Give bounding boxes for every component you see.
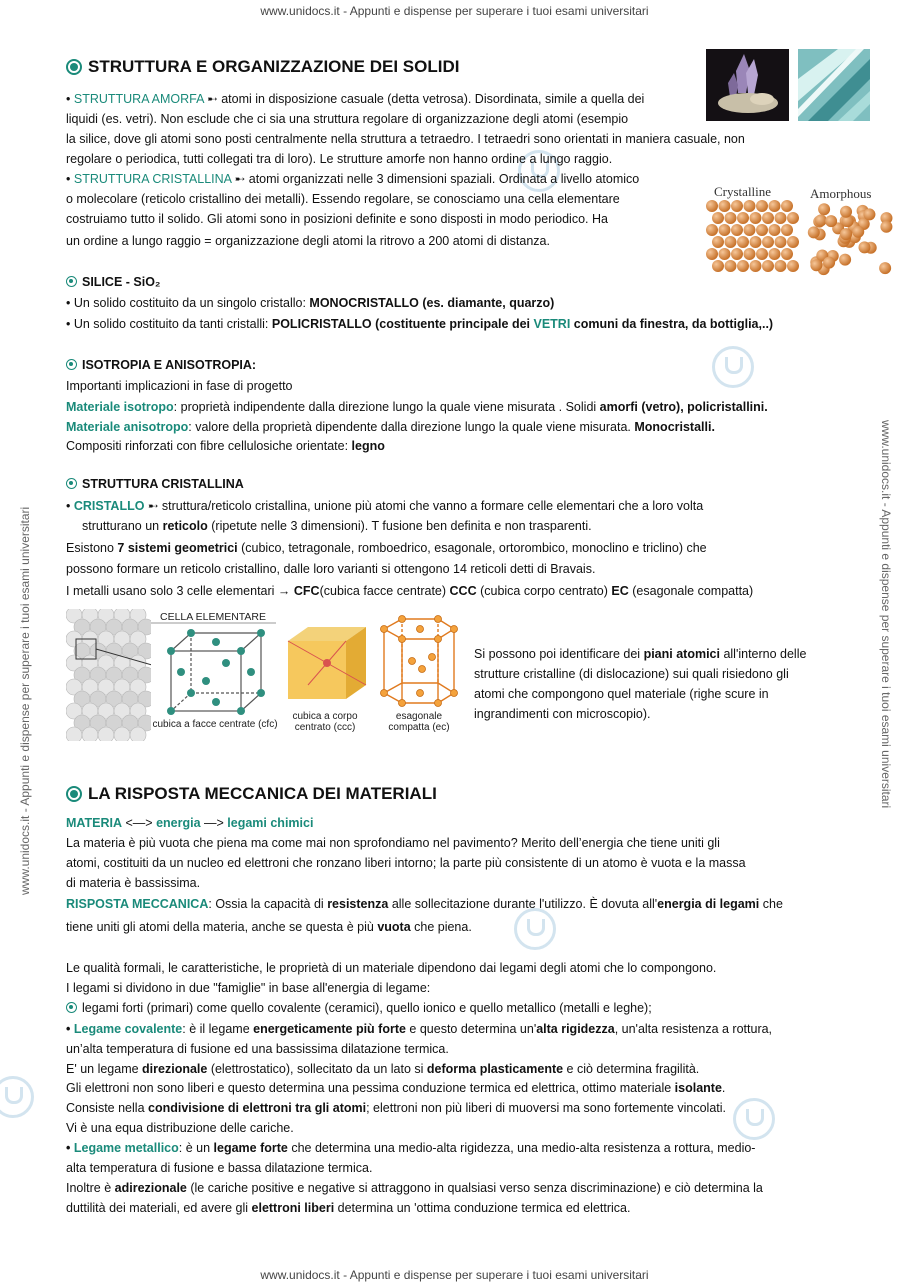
struttura-cristallina-heading: STRUTTURA CRISTALLINA (66, 477, 244, 491)
amorfa-line-2: liquidi (es. vetri). Non esclude che ci sia una struttura regolare di organizzazione degli atomi (esempio (66, 112, 629, 126)
atom-sphere (756, 200, 768, 212)
covalente-line-6: Vi è una equa distribuzione delle cariche. (66, 1121, 294, 1135)
atom-sphere (756, 224, 768, 236)
covalente-line-4: Gli elettroni non sono liberi e questo determina una pessima conduzione termica ed elettrica, ottimo materiale isolante. (66, 1081, 726, 1095)
circle-bullet-icon (66, 786, 82, 802)
covalente-line-1: • Legame covalente: è il legame energeticamente più forte e questo determina un'alta rigidezza, un'alta resistenza a rottura, (66, 1022, 773, 1036)
covalente-line-3: E' un legame direzionale (elettrostatico), sollecitato da un lato si deforma plasticamente e ciò determina fragilità. (66, 1062, 700, 1076)
atom-sphere (823, 257, 835, 269)
atom-sphere (818, 203, 830, 215)
fig-label-ccc: cubica a corpo centrato (ccc) (292, 711, 358, 733)
atom-sphere (744, 224, 756, 236)
atom-sphere (769, 248, 781, 260)
isotropia-line-1: Importanti implicazioni in fase di progetto (66, 379, 293, 393)
cristallo-line-1: • CRISTALLO ➸ struttura/reticolo cristallina, unione più atomi che vanno a formare celle elementari che a loro volta (66, 499, 704, 513)
section-title-risposta: LA RISPOSTA MECCANICA DEI MATERIALI (66, 784, 437, 804)
watermark-logo-icon (712, 346, 754, 388)
atom-sphere (775, 236, 787, 248)
circle-bullet-icon (66, 59, 82, 75)
unit-cells-figure (66, 609, 466, 741)
atom-sphere (769, 200, 781, 212)
amorfa-line-4: regolare o periodica, tutti collegati tra di loro). Le strutture amorfe non hanno ordine a lungo raggio. (66, 152, 613, 166)
materia-p-line-2: atomi, costituiti da un nucleo ed elettroni che ronzano liberi intorno; la parte più consistente di un atomo è vuota e la massa (66, 856, 746, 870)
atom-sphere (781, 224, 793, 236)
atom-sphere (725, 260, 737, 272)
atom-sphere (852, 226, 864, 238)
materia-line: MATERIA <—> energia —> legami chimici (66, 816, 314, 830)
atom-sphere (744, 248, 756, 260)
atom-sphere (863, 208, 875, 220)
atom-sphere (880, 221, 892, 233)
circle-bullet-icon (66, 1002, 77, 1013)
grey-sphere (66, 727, 82, 741)
glass-photo (798, 49, 870, 121)
circle-bullet-icon (66, 359, 77, 370)
metallico-line-4: duttilità dei materiali, ed avere gli elettroni liberi determina un 'ottima conduzione termica ed elettrica. (66, 1201, 631, 1215)
arrow-icon: ➸ (207, 92, 218, 106)
atom-sphere (781, 200, 793, 212)
atom-sphere (787, 260, 799, 272)
atom-sphere (775, 212, 787, 224)
atom-sphere (787, 212, 799, 224)
risposta-line-1: RISPOSTA MECCANICA: Ossia la capacità di resistenza alle sollecitazione durante l'utilizzo. È dovuta all'energia di legami che (66, 897, 783, 911)
silice-heading: SILICE - SiO₂ (66, 275, 160, 289)
amorfa-line-3: la silice, dove gli atomi sono posti centralmente nella struttura a tetraedro. I tetraedri sono orientati in maniera casuale, non (66, 132, 745, 146)
atom-sphere (810, 259, 822, 271)
atom-sphere (781, 248, 793, 260)
atom-sphere (725, 212, 737, 224)
atom-sphere (731, 224, 743, 236)
atom-sphere (706, 200, 718, 212)
atom-sphere (706, 224, 718, 236)
atom-sphere (815, 214, 827, 226)
risposta-line-2: tiene uniti gli atomi della materia, anche se questa è più vuota che piena. (66, 920, 472, 934)
atom-sphere (719, 248, 731, 260)
atom-sphere (750, 260, 762, 272)
watermark-top: www.unidocs.it - Appunti e dispense per superare i tuoi esami universitari (260, 4, 649, 18)
circle-bullet-icon (66, 276, 77, 287)
atom-sphere (725, 236, 737, 248)
piani-line-4: ingrandimenti con microscopio). (474, 707, 651, 721)
piani-line-2: strutture cristalline (di dislocazione) sui quali risiedono gli (474, 667, 789, 681)
isotropia-heading: ISOTROPIA E ANISOTROPIA: (66, 358, 256, 372)
atom-sphere (825, 215, 837, 227)
watermark-logo-icon (733, 1098, 775, 1140)
atom-sphere (712, 236, 724, 248)
atom-sphere (712, 260, 724, 272)
sistemi-line-2: possono formare un reticolo cristallino, dalle loro varianti si ottengono 14 reticoli detti di Bravais. (66, 562, 596, 576)
circle-bullet-icon (66, 478, 77, 489)
atom-sphere (756, 248, 768, 260)
atom-sphere (879, 262, 891, 274)
fig-label-cella: CELLA ELEMENTARE (160, 611, 267, 623)
atom-sphere (719, 200, 731, 212)
arrow-icon: ➸ (234, 172, 246, 186)
grey-sphere (82, 727, 98, 741)
isotropo-line: Materiale isotropo: proprietà indipendente dalla direzione lungo la quale viene misurata . Solidi amorfi (vetro), policristallini. (66, 400, 768, 414)
piani-line-1: Si possono poi identificare dei piani atomici all'interno delle (474, 647, 807, 661)
amorfa-line-1: • STRUTTURA AMORFA ➸ atomi in disposizione casuale (detta vetrosa). Disordinata, simile a quella dei (66, 92, 645, 106)
atom-sphere (839, 254, 851, 266)
atom-sphere (808, 226, 820, 238)
arrow-icon: ➸ (147, 499, 159, 513)
section-title-solidi: STRUTTURA E ORGANIZZAZIONE DEI SOLIDI (66, 57, 459, 77)
grey-sphere (114, 727, 130, 741)
cristallina-line-3: costruiamo tutto il solido. Gli atomi sono in posizioni definite e sono disposti in modo periodico. Ha (66, 212, 608, 226)
atom-sphere (769, 224, 781, 236)
atom-sphere (787, 236, 799, 248)
fig-label-amorphous: Amorphous (810, 186, 872, 201)
atom-sphere (858, 241, 870, 253)
silice-bullet-1: • Un solido costituito da un singolo cristallo: MONOCRISTALLO (es. diamante, quarzo) (66, 296, 555, 310)
fig-label-crystalline: Crystalline (714, 184, 772, 199)
fig-label-cfc: cubica a facce centrate (cfc) (152, 719, 278, 730)
metallico-line-2: alta temperatura di fusione e bassa dilatazione termica. (66, 1161, 373, 1175)
atom-sphere (744, 200, 756, 212)
atom-sphere (775, 260, 787, 272)
materia-p-line-1: La materia è più vuota che piena ma come mai non sprofondiamo nel pavimento? Merito dell’energia che tiene uniti gli (66, 836, 720, 850)
atom-sphere (719, 224, 731, 236)
watermark-logo-icon (0, 1076, 34, 1118)
watermark-bottom: www.unidocs.it - Appunti e dispense per superare i tuoi esami universitari (260, 1268, 649, 1282)
watermark-right: www.unidocs.it - Appunti e dispense per superare i tuoi esami universitari (879, 420, 893, 809)
atom-sphere (762, 212, 774, 224)
cristallina-line-4: un ordine a lungo raggio = organizzazione degli atomi la ritrovo a 200 atomi di distanza. (66, 234, 550, 248)
atom-sphere (731, 200, 743, 212)
crystalline-amorphous-figure (700, 198, 896, 276)
metallico-line-3: Inoltre è adirezionale (le cariche positive e negative si attraggono in qualsiasi verso senza discriminazione) e ciò determina la (66, 1181, 763, 1195)
atom-sphere (706, 248, 718, 260)
grey-sphere (130, 727, 146, 741)
watermark-left: www.unidocs.it - Appunti e dispense per superare i tuoi esami universitari (18, 506, 32, 895)
covalente-line-2: un’alta temperatura di fusione ed una bassissima dilatazione termica. (66, 1042, 449, 1056)
covalente-line-5: Consiste nella condivisione di elettroni tra gli atomi; elettroni non più liberi di muoversi ma sono fortemente vincolati. (66, 1101, 726, 1115)
celle-line: I metalli usano solo 3 celle elementari → CFC(cubica facce centrate) CCC (cubica corpo centrato) EC (esagonale compatta) (66, 584, 754, 598)
atom-sphere (840, 228, 852, 240)
atom-sphere (750, 236, 762, 248)
atom-sphere (840, 206, 852, 218)
famiglie-line: I legami si dividono in due "famiglie" in base all'energia di legame: (66, 981, 431, 995)
crystal-photo (706, 49, 789, 121)
qualita-line: Le qualità formali, le caratteristiche, le proprietà di un materiale dipendono dai legami degli atomi che lo compongono. (66, 961, 717, 975)
atom-sphere (712, 212, 724, 224)
silice-bullet-2: • Un solido costituito da tanti cristalli: POLICRISTALLO (costituente principale dei VETRI comuni da finestra, da bottiglia,..) (66, 317, 774, 331)
cristallina-line-2: o molecolare (reticolo cristallino dei metalli). Essendo regolare, se conosciamo una cella elementare (66, 192, 620, 206)
grey-sphere (98, 727, 114, 741)
piani-line-3: atomi che compongono quel materiale (righe scure in (474, 687, 769, 701)
cristallo-line-2: strutturano un reticolo (ripetute nelle 3 dimensioni). T fusione ben definita e non trasparenti. (82, 519, 592, 533)
cristallina-line-1: • STRUTTURA CRISTALLINA ➸ atomi organizzati nelle 3 dimensioni spaziali. Ordinata a livello atomico (66, 172, 640, 186)
atom-sphere (737, 212, 749, 224)
atom-sphere (762, 236, 774, 248)
atom-sphere (737, 236, 749, 248)
atom-sphere (731, 248, 743, 260)
atom-sphere (762, 260, 774, 272)
fig-label-ec: esagonale compatta (ec) (388, 711, 450, 733)
metallico-line-1: • Legame metallico: è un legame forte che determina una medio-alta rigidezza, una medio-alta resistenza a rottura, medio- (66, 1141, 756, 1155)
atom-sphere (750, 212, 762, 224)
anisotropo-line: Materiale anisotropo: valore della proprietà dipendente dalla direzione lungo la quale viene misurata. Monocristalli. (66, 420, 715, 434)
watermark-logo-icon (514, 908, 556, 950)
materia-p-line-3: di materia è bassissima. (66, 876, 201, 890)
atom-sphere (737, 260, 749, 272)
legami-forti-line: legami forti (primari) come quello covalente (ceramici), quello ionico e quello metallico (metalli e leghe); (66, 1000, 652, 1016)
sistemi-line-1: Esistono 7 sistemi geometrici (cubico, tetragonale, romboedrico, esagonale, ortorombico, monoclino e triclino) che (66, 541, 707, 555)
compositi-line: Compositi rinforzati con fibre cellulosiche orientate: legno (66, 439, 385, 453)
